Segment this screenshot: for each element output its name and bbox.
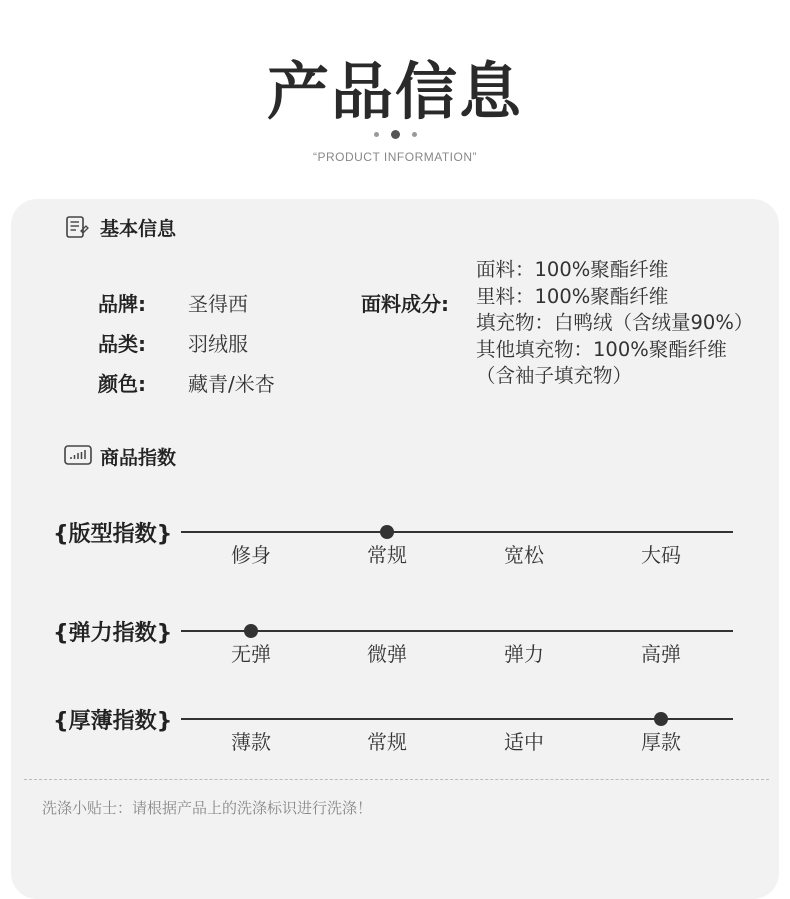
fabric-line: 填充物：白鸭绒（含绒量90%） xyxy=(476,311,754,334)
scale-option: 大码 xyxy=(641,543,681,567)
scale-marker xyxy=(654,712,668,726)
dot-decoration xyxy=(412,132,417,137)
scale-option: 微弹 xyxy=(367,642,407,666)
scale-label: {弹力指数} xyxy=(53,621,173,646)
scale-option: 修身 xyxy=(231,543,271,567)
scale-label: {版型指数} xyxy=(53,522,173,547)
scale-track xyxy=(181,630,733,632)
fabric-line: 里料：100%聚酯纤维 xyxy=(476,284,669,308)
index-heading xyxy=(64,443,176,470)
scale-track xyxy=(181,531,733,533)
basic-info-heading xyxy=(64,214,176,241)
scale-option: 高弹 xyxy=(641,642,681,666)
fabric-line: 面料：100%聚酯纤维 xyxy=(476,258,669,281)
fabric-composition-list xyxy=(476,257,753,390)
info-key: 品牌: xyxy=(98,292,146,316)
dashed-divider xyxy=(24,779,769,780)
dot-decoration xyxy=(374,132,379,137)
info-value: 圣得西 xyxy=(188,292,248,316)
dot-decoration-center xyxy=(391,130,400,139)
scale-option: 无弹 xyxy=(231,642,271,666)
scale-option: 适中 xyxy=(504,730,544,754)
page-title: 产品信息 xyxy=(266,55,523,128)
scale-marker xyxy=(380,525,394,539)
scale-track xyxy=(181,718,733,720)
info-key: 颜色: xyxy=(98,372,146,396)
fabric-composition-key: 面料成分: xyxy=(361,292,449,316)
fabric-line: 其他填充物：100%聚酯纤维 xyxy=(476,337,727,361)
fabric-line: （含袖子填充物） xyxy=(476,364,633,387)
scale-option: 厚款 xyxy=(641,730,681,754)
info-key: 品类: xyxy=(98,332,146,356)
scale-option: 常规 xyxy=(367,730,407,754)
title-dots xyxy=(0,130,790,139)
scale-label: {厚薄指数} xyxy=(53,709,173,734)
index-label: 商品指数 xyxy=(100,447,177,469)
info-value: 羽绒服 xyxy=(188,332,248,356)
washing-tip: 洗涤小贴士：请根据产品上的洗涤标识进行洗涤！ xyxy=(42,799,373,817)
page-subtitle: “PRODUCT INFORMATION” xyxy=(312,150,478,164)
scale-option: 常规 xyxy=(367,543,407,567)
signal-bars-icon xyxy=(64,444,90,470)
basic-info-label: 基本信息 xyxy=(100,218,177,240)
scale-option: 弹力 xyxy=(504,642,544,666)
scale-option: 薄款 xyxy=(231,730,271,754)
document-list-icon xyxy=(64,215,90,241)
info-value: 藏青/米杏 xyxy=(188,372,275,396)
scale-option: 宽松 xyxy=(504,543,544,567)
scale-marker xyxy=(244,624,258,638)
